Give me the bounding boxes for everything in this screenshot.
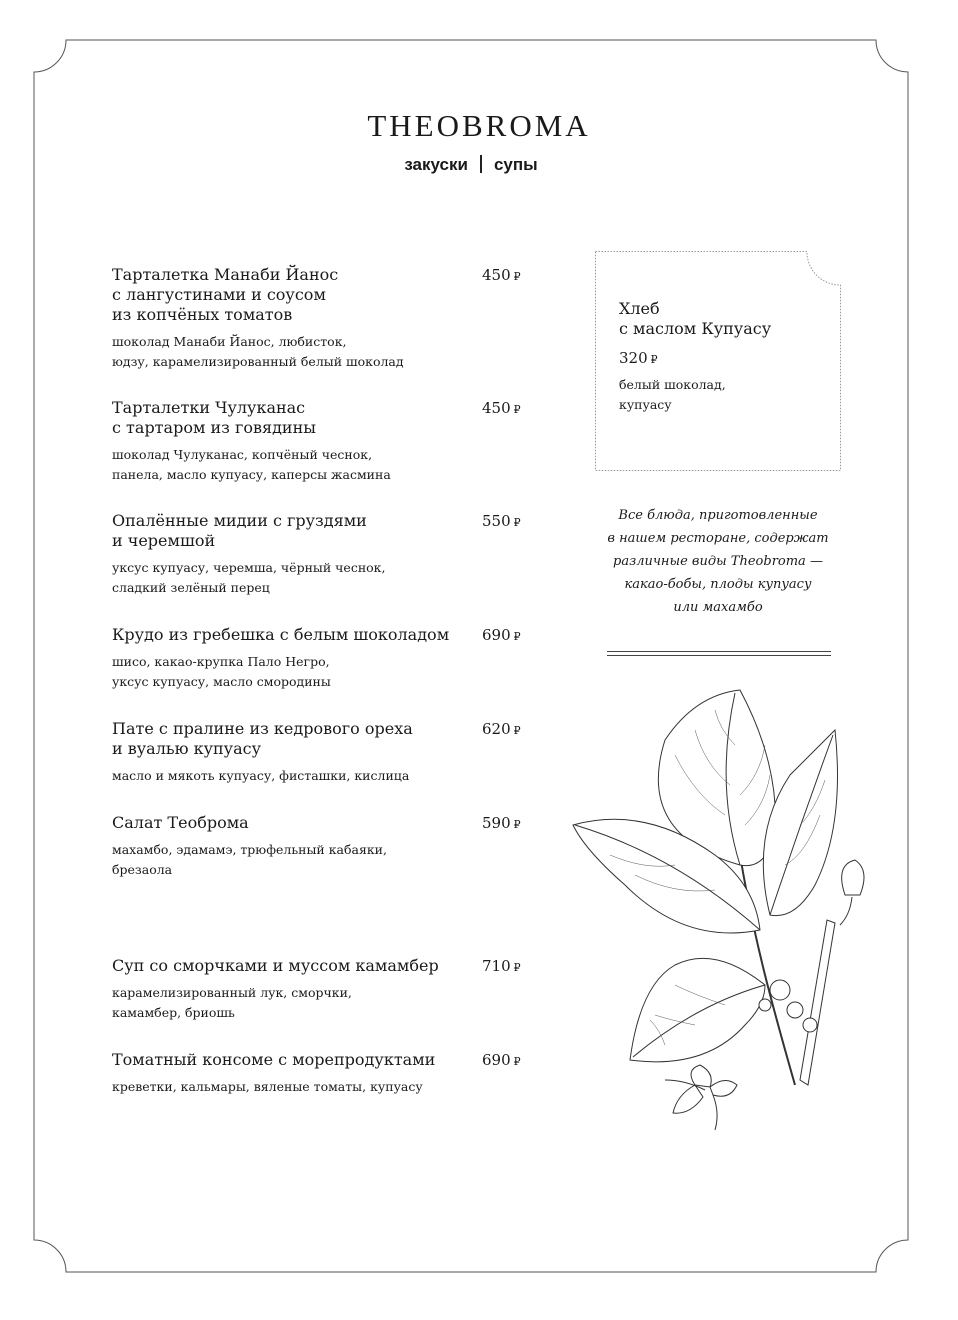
dish-name: Тарталетки Чулуканас с тартаром из говядины xyxy=(112,398,316,437)
menu-item xyxy=(112,813,532,880)
bread-name: Хлеб с маслом Купуасу xyxy=(619,299,772,338)
dish-name: Тарталетка Манаби Йанос с лангустинами и соусом из копчёных томатов xyxy=(112,265,339,324)
dish-description: уксус купуасу, черемша, чёрный чеснок, сладкий зелёный перец xyxy=(112,560,386,595)
nav-divider xyxy=(480,155,482,173)
dish-price: 450 ₽ xyxy=(482,399,521,417)
dish-description: шисо, какао-крупка Пало Негро, уксус купуасу, масло смородины xyxy=(112,654,331,689)
dish-description: шоколад Манаби Йанос, любисток, юдзу, карамелизированный белый шоколад xyxy=(112,334,404,369)
menu-title: THEOBROMA xyxy=(367,108,591,143)
dish-name: Опалённые мидии с груздями и черемшой xyxy=(112,511,367,550)
bread-price: 320 ₽ xyxy=(619,349,658,367)
theobroma-note: Все блюда, приготовленные в нашем ресторане, содержат различные виды Theobroma — какао-бобы, плоды купуасу или махамбо xyxy=(607,508,829,615)
dish-price: 590 ₽ xyxy=(482,814,521,832)
dish-description: масло и мякоть купуасу, фисташки, кислица xyxy=(112,768,410,783)
bread-description: белый шоколад, купуасу xyxy=(619,377,726,412)
dish-price: 450 ₽ xyxy=(482,266,521,284)
dish-name: Томатный консоме с морепродуктами xyxy=(112,1050,436,1069)
menu-item xyxy=(112,719,532,786)
menu-item xyxy=(112,265,532,372)
bread-card xyxy=(595,251,841,471)
section-nav xyxy=(0,155,942,175)
dish-price: 690 ₽ xyxy=(482,1051,521,1069)
dish-description: креветки, кальмары, вяленые томаты, купуасу xyxy=(112,1079,423,1094)
nav-soups: супы xyxy=(493,155,538,174)
dish-name: Крудо из гребешка с белым шоколадом xyxy=(112,625,450,644)
dish-description: карамелизированный лук, сморчки, камамбер, бриошь xyxy=(112,985,352,1020)
dish-price: 710 ₽ xyxy=(482,957,521,975)
dish-name: Салат Теоброма xyxy=(112,813,249,832)
dish-name: Суп со сморчками и муссом камамбер xyxy=(112,956,439,975)
menu-item xyxy=(112,398,532,485)
dish-description: шоколад Чулуканас, копчёный чеснок, панела, масло купуасу, каперсы жасмина xyxy=(112,447,391,482)
dish-description: махамбо, эдамамэ, трюфельный кабаяки, брезаола xyxy=(112,842,387,877)
menu-item xyxy=(112,625,532,692)
dish-price: 550 ₽ xyxy=(482,512,521,530)
dish-price: 690 ₽ xyxy=(482,626,521,644)
menu-item xyxy=(112,956,532,1023)
cacao-plant-illustration xyxy=(565,685,875,1145)
menu-item xyxy=(112,1050,532,1097)
dish-price: 620 ₽ xyxy=(482,720,521,738)
menu-item xyxy=(112,511,532,598)
double-divider xyxy=(607,651,831,657)
nav-appetizers: закуски xyxy=(404,155,468,174)
dish-name: Пате с пралине из кедрового ореха и вуалью купуасу xyxy=(112,719,413,758)
